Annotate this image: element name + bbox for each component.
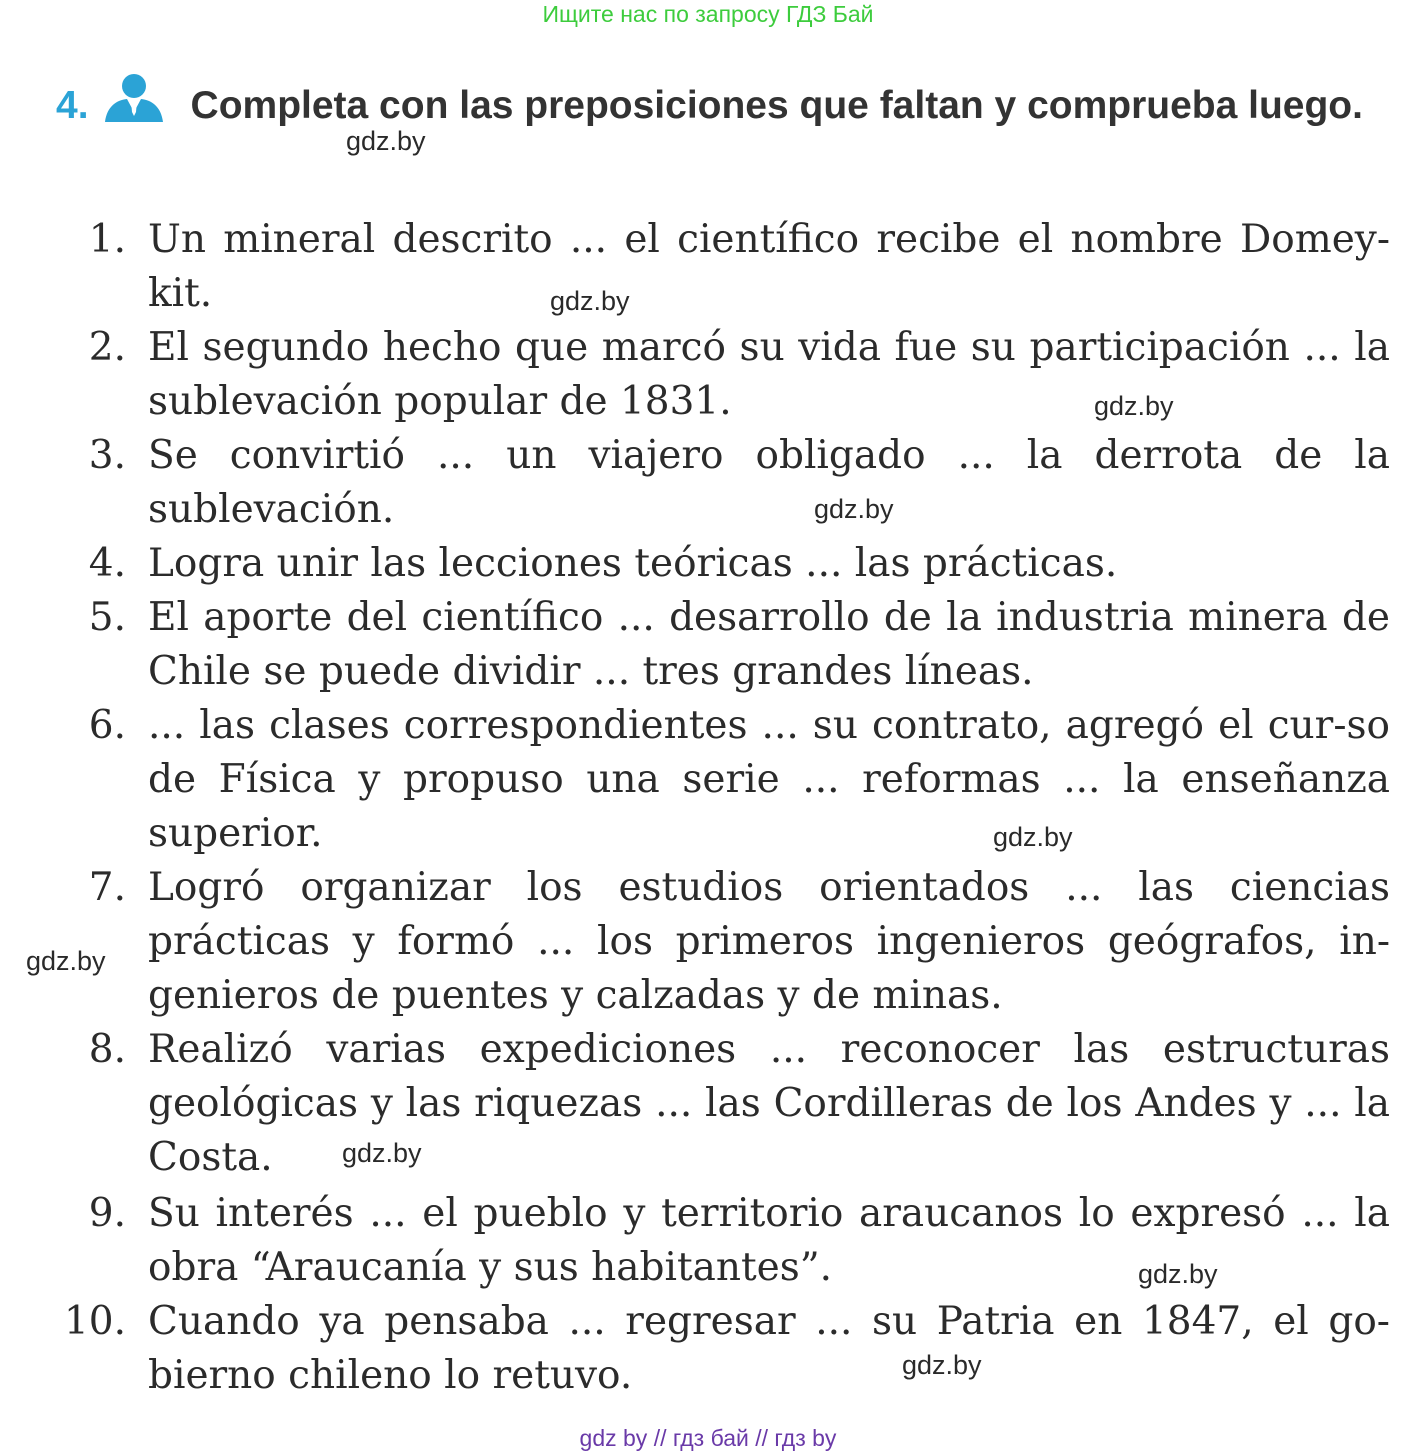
watermark: gdz.by: [550, 286, 630, 316]
item-number: 5.: [88, 595, 126, 640]
item-text: El aporte del científico ... desarrollo de la industria minera de Chile se puede dividir ... tres grandes líneas.: [148, 595, 1390, 694]
item-text: Cuando ya pensaba ... regresar ... su Patria en 1847, el go-bierno chileno lo retuvo.: [148, 1299, 1390, 1398]
item-number: 1.: [88, 217, 126, 262]
person-icon: [103, 72, 165, 136]
item-text: ... las clases correspondientes ... su contrato, agregó el cur-so de Física y propuso una serie ... reformas ... la enseñanza superior.: [148, 703, 1390, 856]
item-number: 9.: [88, 1191, 126, 1236]
item-text: Un mineral descrito ... el científico recibe el nombre Domey-kit.: [148, 217, 1390, 316]
item-text: Se convirtió ... un viajero obligado ... la derrota de la sublevación.: [148, 433, 1390, 532]
item-number: 3.: [88, 433, 126, 478]
item-text: Su interés ... el pueblo y territorio araucanos lo expresó ... la obra “Araucanía y sus habitantes”.: [148, 1191, 1390, 1290]
top-banner[interactable]: Ищите нас по запросу ГДЗ Бай: [542, 1, 874, 27]
watermark: gdz.by: [26, 946, 106, 976]
watermark: gdz.by: [902, 1350, 982, 1380]
footer[interactable]: gdz by // гдз бай // гдз by: [579, 1425, 837, 1451]
task-instruction: Completa con las preposiciones que faltan y comprueba luego.: [190, 84, 1363, 127]
watermark: gdz.by: [993, 822, 1073, 852]
item-text: Realizó varias expediciones ... reconocer las estructuras geológicas y las riquezas ... las Cordilleras de los Andes y ... la Costa.: [148, 1027, 1390, 1180]
watermark: gdz.by: [1094, 391, 1174, 421]
item-text: Logra unir las lecciones teóricas ... las prácticas.: [148, 541, 1118, 586]
item-number: 2.: [88, 325, 126, 370]
task-header: [56, 72, 1390, 136]
item-number: 10.: [63, 1299, 126, 1344]
task-number: 4.: [56, 84, 89, 127]
watermark: gdz.by: [346, 126, 426, 156]
item-number: 7.: [88, 865, 126, 910]
item-number: 8.: [88, 1027, 126, 1072]
item-text: El segundo hecho que marcó su vida fue su participación ... la sublevación popular de 1831.: [148, 325, 1390, 424]
watermark: gdz.by: [814, 494, 894, 524]
watermark: gdz.by: [342, 1138, 422, 1168]
item-number: 6.: [88, 703, 126, 748]
watermark: gdz.by: [1138, 1259, 1218, 1289]
item-number: 4.: [88, 541, 126, 586]
item-text: Logró organizar los estudios orientados ... las ciencias prácticas y formó ... los primeros ingenieros geógrafos, in-genieros de puentes y calzadas y de minas.: [148, 865, 1390, 1018]
